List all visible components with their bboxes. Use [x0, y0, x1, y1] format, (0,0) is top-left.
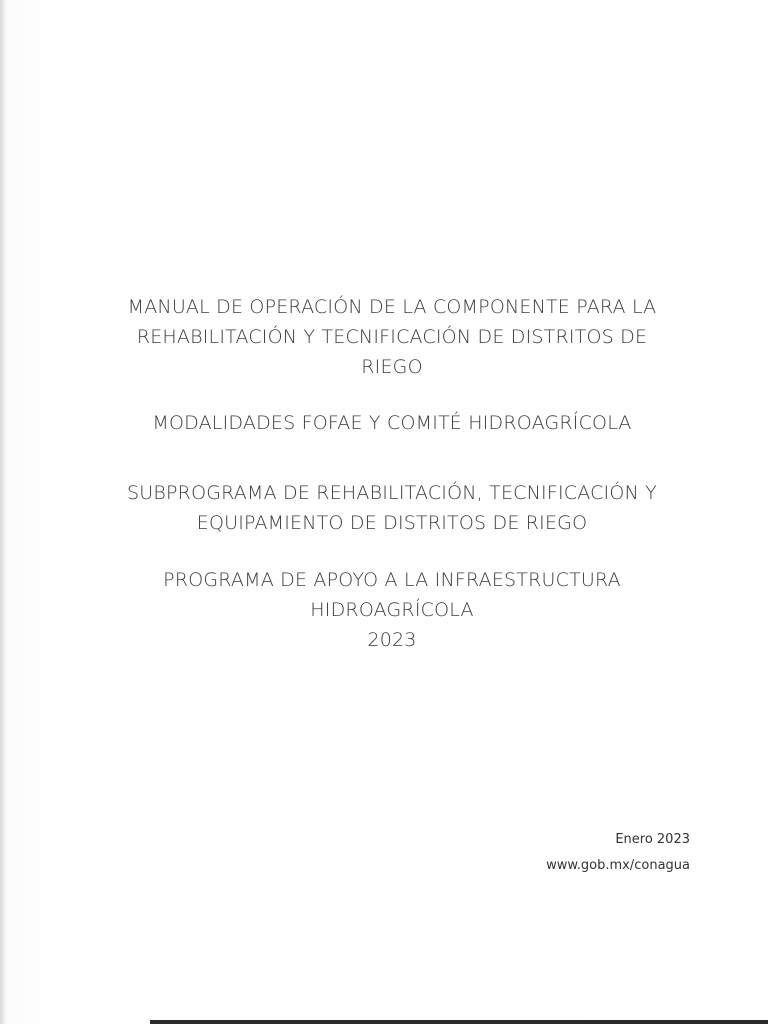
title-line: RIEGO: [361, 356, 423, 378]
modalities-heading: [60, 408, 724, 438]
program-heading: [60, 565, 724, 655]
program-year: 2023: [367, 629, 417, 651]
program-line: HIDROAGRÍCOLA: [310, 599, 474, 621]
title-line: MANUAL DE OPERACIÓN DE LA COMPONENTE PARA LA: [127, 296, 657, 318]
scan-bottom-edge: [150, 1020, 768, 1024]
subprogram-line: SUBPROGRAMA DE REHABILITACIÓN, TECNIFICACIÓN Y: [127, 482, 657, 504]
subprogram-heading: [60, 478, 724, 538]
page-edge-shadow: [0, 0, 6, 1024]
title-line: REHABILITACIÓN Y TECNIFICACIÓN DE DISTRITOS DE: [136, 326, 648, 348]
subprogram-line: EQUIPAMIENTO DE DISTRITOS DE RIEGO: [196, 512, 588, 534]
program-line: PROGRAMA DE APOYO A LA INFRAESTRUCTURA: [163, 569, 621, 591]
document-title: [60, 292, 724, 382]
modalities-text: MODALIDADES FOFAE Y COMITÉ HIDROAGRÍCOLA: [152, 412, 632, 434]
publication-date: Enero 2023: [615, 832, 690, 847]
website-url: www.gob.mx/conagua: [546, 858, 690, 873]
